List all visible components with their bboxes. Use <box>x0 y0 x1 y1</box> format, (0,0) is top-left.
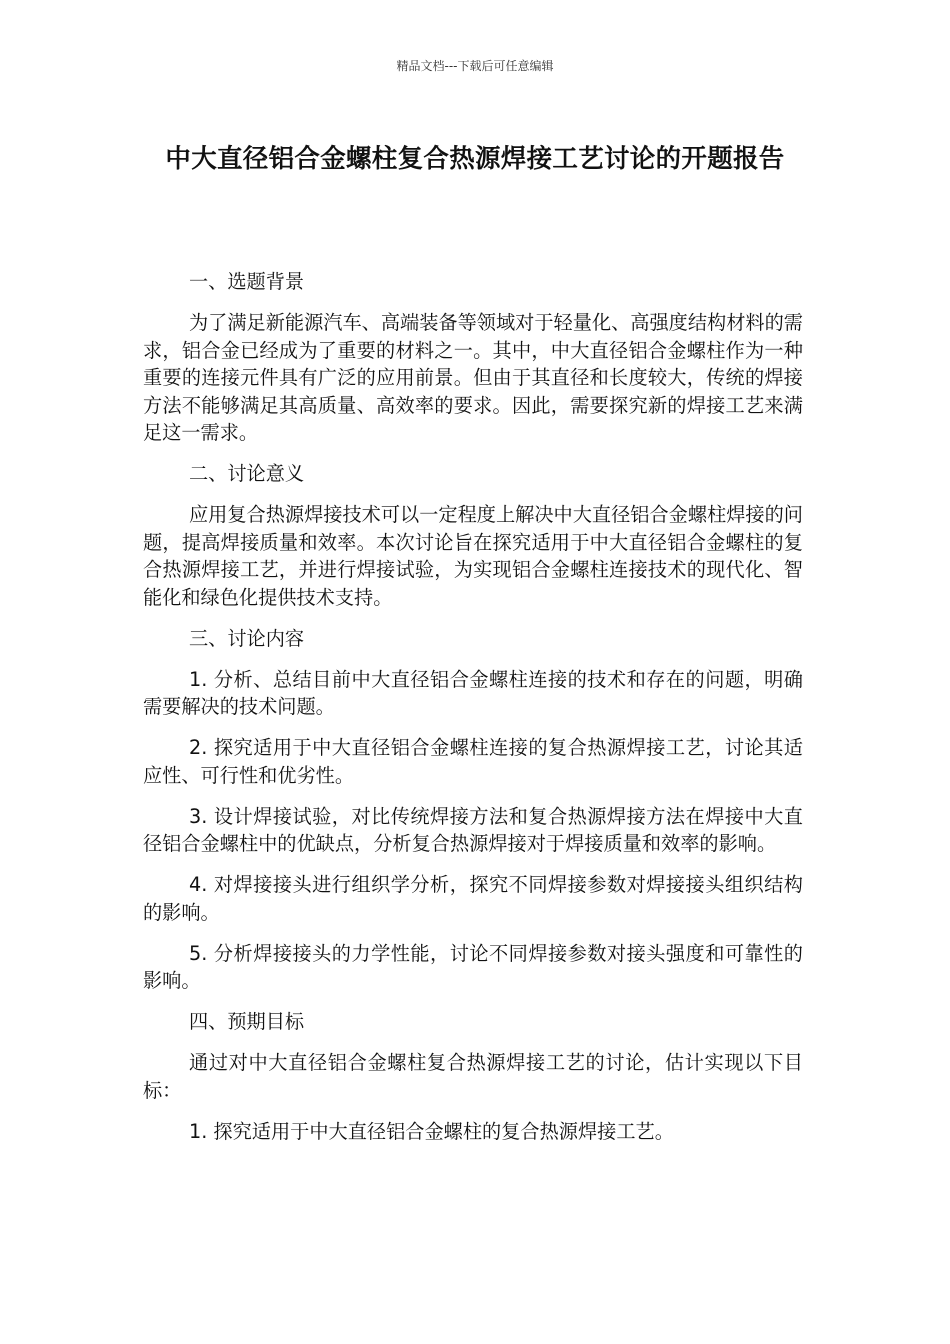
content-item-5: 5. 分析焊接接头的力学性能，讨论不同焊接参数对接头强度和可靠性的影响。 <box>143 941 803 992</box>
paragraph-background: 为了满足新能源汽车、高端装备等领域对于轻量化、高强度结构材料的需求，铝合金已经成为了重要的材料之一。其中，中大直径铝合金螺柱作为一种重要的连接元件具有广泛的应用前景。但由于其直径和长度较大，传统的焊接方法不能够满足其高质量、高效率的要求。因此，需要探究新的焊接工艺来满足这一需求。 <box>143 311 803 444</box>
document-title: 中大直径铝合金螺柱复合热源焊接工艺讨论的开题报告 <box>165 144 785 174</box>
content-item-2: 2. 探究适用于中大直径铝合金螺柱连接的复合热源焊接工艺，讨论其适应性、可行性和优劣性。 <box>143 736 803 787</box>
page-header: 精品文档---下载后可任意编辑 <box>396 59 554 73</box>
paragraph-goals: 通过对中大直径铝合金螺柱复合热源焊接工艺的讨论，估计实现以下目标： <box>143 1051 803 1102</box>
content-item-1: 1. 分析、总结目前中大直径铝合金螺柱连接的技术和存在的问题，明确需要解决的技术问题。 <box>143 667 803 718</box>
paragraph-significance: 应用复合热源焊接技术可以一定程度上解决中大直径铝合金螺柱焊接的问题，提高焊接质量和效率。本次讨论旨在探究适用于中大直径铝合金螺柱的复合热源焊接工艺，并进行焊接试验，为实现铝合金螺柱连接技术的现代化、智能化和绿色化提供技术支持。 <box>143 503 803 609</box>
goal-item-1: 1. 探究适用于中大直径铝合金螺柱的复合热源焊接工艺。 <box>189 1119 674 1143</box>
section-heading-content: 三、讨论内容 <box>189 626 305 650</box>
section-heading-significance: 二、讨论意义 <box>189 462 305 485</box>
content-item-4: 4. 对焊接接头进行组织学分析，探究不同焊接参数对焊接接头组织结构的影响。 <box>143 873 803 924</box>
document-body <box>143 268 803 1159</box>
section-heading-background: 一、选题背景 <box>189 270 305 293</box>
section-heading-goals: 四、预期目标 <box>189 1010 305 1033</box>
content-item-3: 3. 设计焊接试验，对比传统焊接方法和复合热源焊接方法在焊接中大直径铝合金螺柱中的优缺点，分析复合热源焊接对于焊接质量和效率的影响。 <box>143 804 803 855</box>
